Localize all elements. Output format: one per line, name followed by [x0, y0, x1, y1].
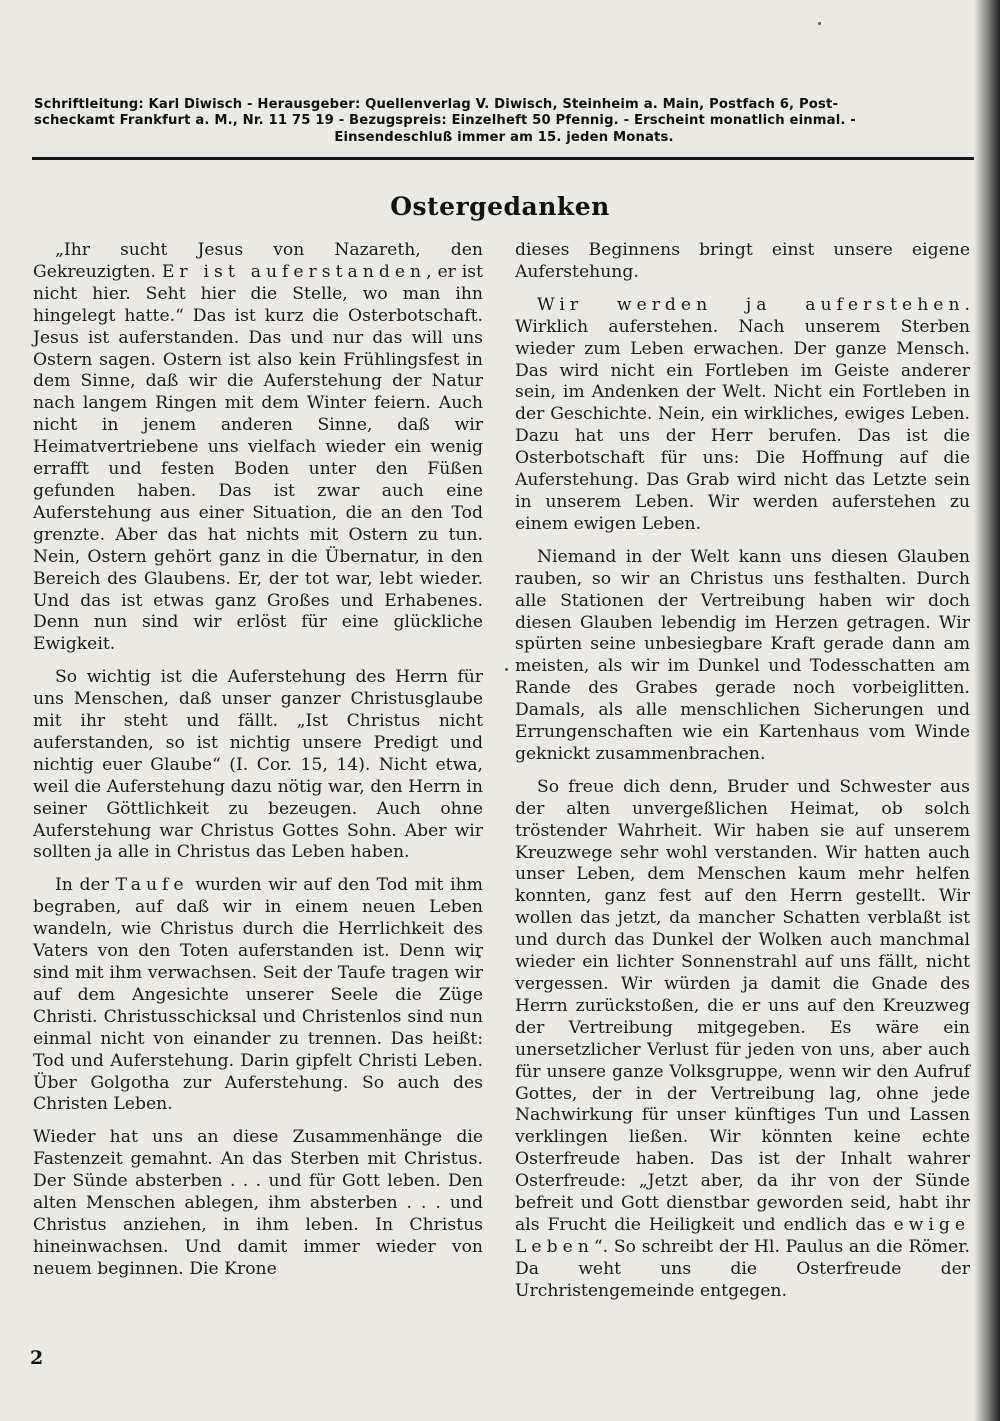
- scan-speck: [505, 668, 508, 671]
- paragraph: So wichtig ist die Auferstehung des Herrn für uns Menschen, daß unser ganzer Christusglaube mit ihr steht und fällt. „Ist Christus nicht auferstanden, so ist nichtig unsere Predigt und nichtig euer Glaube“ (I. Cor. 15, 14). Nicht etwa, weil die Auferstehung dazu nötig war, den Herrn in seiner Göttlichkeit zu bezeugen. Auch ohne Auferstehung war Christus Gottes Sohn. Aber wir sollten ja alle in Christus das Leben haben.: [33, 667, 483, 863]
- spaced-emphasis: Wir werden ja auferstehen: [537, 294, 965, 315]
- spaced-emphasis: ewige Leben: [515, 1214, 970, 1257]
- article-column-right: [515, 240, 970, 1303]
- page-number: 2: [30, 1347, 44, 1369]
- header-divider: [32, 157, 974, 160]
- scan-speck: [818, 22, 821, 25]
- masthead-line-1: Schriftleitung: Karl Diwisch - Herausgeber: Quellenverlag V. Diwisch, Steinheim a. Main, Postfach 6, Post-: [34, 97, 839, 112]
- paragraph: [515, 295, 970, 536]
- paragraph: dieses Beginnens bringt einst unsere eigene Auferstehung.: [515, 240, 970, 282]
- article-title: Ostergedanken: [390, 192, 610, 221]
- paragraph: [33, 240, 483, 656]
- article-column-left: [33, 240, 483, 1281]
- spaced-emphasis: Taufe: [115, 875, 189, 896]
- spaced-emphasis: Er ist auferstanden: [161, 261, 427, 282]
- paragraph-text: “. So schreibt der Hl. Paulus an die Römer. Da weht uns die Osterfreude der Urchristengemeinde entgegen.: [515, 1236, 970, 1301]
- paragraph: [33, 875, 483, 1116]
- masthead-line-2: scheckamt Frankfurt a. M., Nr. 11 75 19 - Bezugspreis: Einzelheft 50 Pfennig. - Erscheint monatlich einmal. -: [34, 113, 856, 129]
- paragraph: [515, 777, 970, 1303]
- paragraph-text: , er ist nicht hier. Seht hier die Stelle, wo man ihn hingelegt hatte.“ Das ist kurz die Osterbotschaft. Jesus ist auferstanden. Das und nur das will uns Ostern sagen. Ostern ist also kein Frühlingsfest in dem Sinne, daß wir die Auferstehung der Natur nach langem Ringen mit dem Winter feiern. Auch nicht in jenem anderen Sinne, daß wir Heimatvertriebene uns vielfach wieder ein wenig errafft und festen Boden unter den Füßen gefunden haben. Das ist zwar auch eine Auferstehung aus einer Situation, die an den Tod grenzte. Aber das hat nichts mit Ostern zu tun. Nein, Ostern gehört ganz in die Übernatur, in den Bereich des Glaubens. Er, der tot war, lebt wieder. Und das ist etwas ganz Großes und Erhabenes. Denn nun sind wir erlöst für eine glückliche Ewigkeit.: [33, 261, 483, 655]
- paragraph: Niemand in der Welt kann uns diesen Glauben rauben, so wir an Christus uns festhalten. Durch alle Stationen der Vertreibung haben wir doch diesen Glauben lebendig im Herzen getragen. Wir spürten seine unbesiegbare Kraft gerade dann am meisten, als wir im Dunkel und Todesschatten am Rande des Grabes gerade noch vorbeiglitten. Damals, als alle menschlichen Sicherungen und Errungenschaften wie ein Kartenhaus vom Winde geknickt zusammenbrachen.: [515, 546, 970, 764]
- masthead-line-3: Einsendeschluß immer am 15. jeden Monats.: [334, 129, 674, 145]
- paragraph: Wieder hat uns an diese Zusammenhänge die Fastenzeit gemahnt. An das Sterben mit Christus. Der Sünde absterben . . . und für Gott leben. Den alten Menschen ablegen, ihm absterben . . . und Christus anziehen, in ihm leben. In Christus hineinwachsen. Und damit immer wieder von neuem beginnen. Die Krone: [33, 1127, 483, 1279]
- paragraph-text: In der: [55, 875, 116, 896]
- paragraph-text: . Wirklich auferstehen. Nach unserem Sterben wieder zum Leben erwachen. Der ganze Mensch. Das wird nicht ein Fortleben im Geiste anderer sein, im Andenken der Welt. Nicht ein Fortleben in der Geschichte. Nein, ein wirkliches, ewiges Leben. Dazu hat uns der Herr berufen. Das ist die Osterbotschaft für uns: Die Hoffnung auf die Auferstehung. Das Grab wird nicht das Letzte sein in unserem Leben. Wir werden auferstehen zu einem ewigen Leben.: [515, 294, 970, 534]
- paragraph-text: So freue dich denn, Bruder und Schwester aus der alten unvergeßlichen Heimat, ob solch tröstender Wahrheit. Wir haben sie auf unserem Kreuzwege sehr wohl verstanden. Wir hatten auch unser Leben, dem Menschen kaum mehr helfen konnten, ganz fest auf den Herrn gestellt. Wir wollen das jetzt, da mancher Schatten verblaßt ist und durch das Dunkel der Wolken auch manchmal wieder ein lichter Sonnenstrahl auf uns fällt, nicht vergessen. Wir würden ja damit die Gnade des Herrn zurückstoßen, die er uns auf den Kreuzweg der Vertreibung mitgegeben. Es wäre ein unersetzlicher Verlust für jeden von uns, aber auch für unsere ganze Volksgruppe, wenn wir den Aufruf Gottes, der in der Vertreibung lag, ohne jede Nachwirkung für unser künftiges Tun und Lassen verklingen ließen. Wir könnten keine echte Osterfreude haben. Das ist der Inhalt wahrer Osterfreude: „Jetzt aber, da ihr von der Sünde befreit und Gott dienstbar geworden seid, habt ihr als Frucht die Heiligkeit und endlich das: [515, 776, 970, 1235]
- masthead: [34, 97, 974, 146]
- paragraph-text: wurden wir auf den Tod mit ihm begraben, auf daß wir in einem neuen Leben wandeln, wie Christus durch die Herrlichkeit des Vaters von den Toten auferstanden ist. Denn wir sind mit ihm verwachsen. Seit der Taufe tragen wir auf dem Angesichte unserer Seele die Züge Christi. Christusschicksal und Christenlos sind nun einmal nicht von einander zu trennen. Das heißt: Tod und Auferstehung. Darin gipfelt Christi Leben. Über Golgotha zur Auferstehung. So auch des Christen Leben.: [33, 875, 483, 1115]
- paragraph-text: „Ihr sucht Jesus von Nazareth, den Gekreuzigten.: [33, 240, 483, 282]
